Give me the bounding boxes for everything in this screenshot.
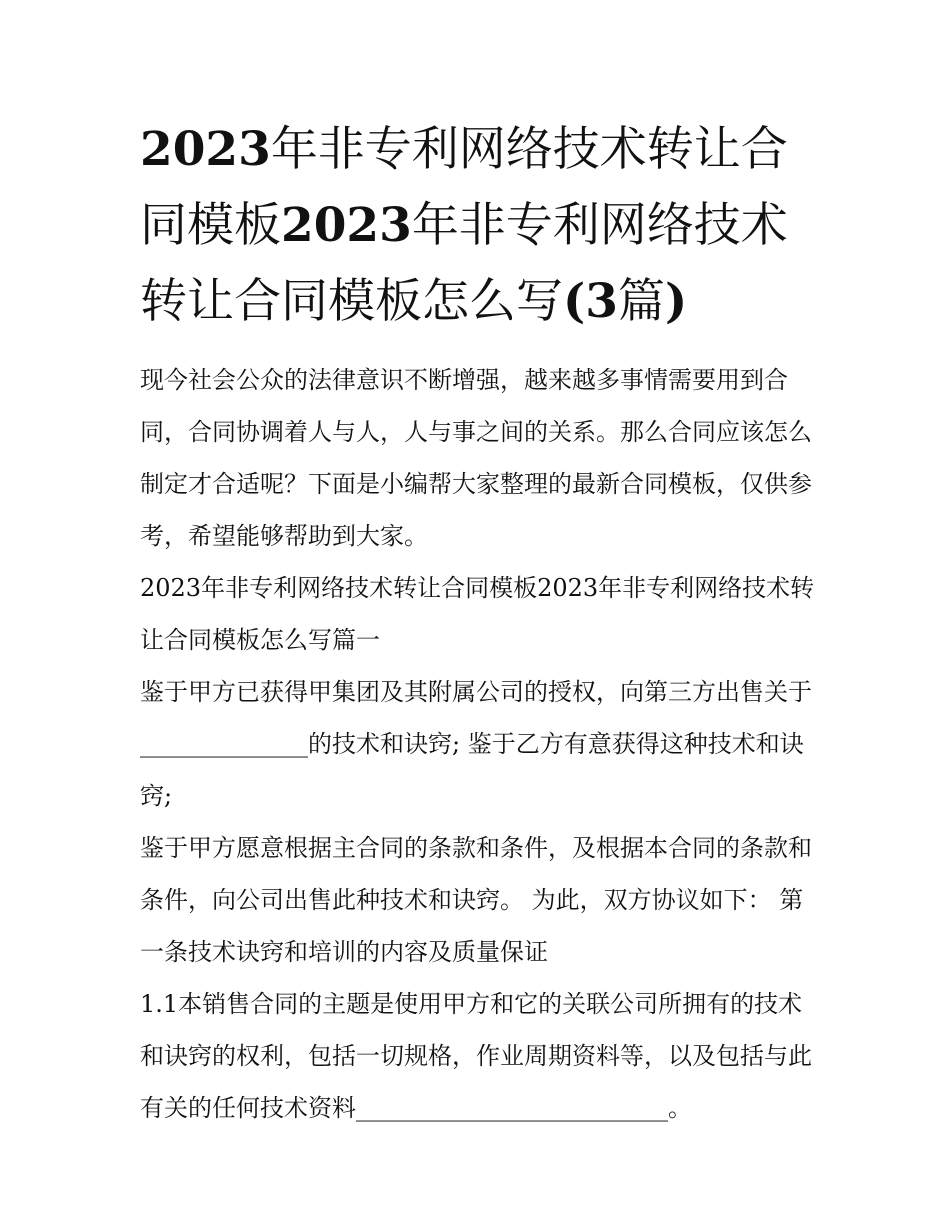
clause-paragraph: 鉴于甲方已获得甲集团及其附属公司的授权，向第三方出售关于______________的技术和诀窍; 鉴于乙方有意获得这种技术和诀窍; <box>140 678 812 810</box>
clause-paragraph: 1.1本销售合同的主题是使用甲方和它的关联公司所拥有的技术和诀窍的权利，包括一切规格，作业周期资料等，以及包括与此有关的任何技术资料__________________________。 <box>140 990 812 1122</box>
section-heading: 2023年非专利网络技术转让合同模板2023年非专利网络技术转让合同模板怎么写篇一 <box>140 574 815 654</box>
document-body <box>140 354 820 1134</box>
document-title: 2023年非专利网络技术转让合同模板2023年非专利网络技术转让合同模板怎么写(3篇) <box>140 122 788 329</box>
intro-paragraph: 现今社会公众的法律意识不断增强，越来越多事情需要用到合同，合同协调着人与人，人与事之间的关系。那么合同应该怎么制定才合适呢？下面是小编帮大家整理的最新合同模板，仅供参考，希望能够帮助到大家。 <box>140 366 812 550</box>
clause-paragraph: 鉴于甲方愿意根据主合同的条款和条件，及根据本合同的条款和条件，向公司出售此种技术和诀窍。 为此，双方协议如下： 第一条技术诀窍和培训的内容及质量保证 <box>140 834 812 966</box>
